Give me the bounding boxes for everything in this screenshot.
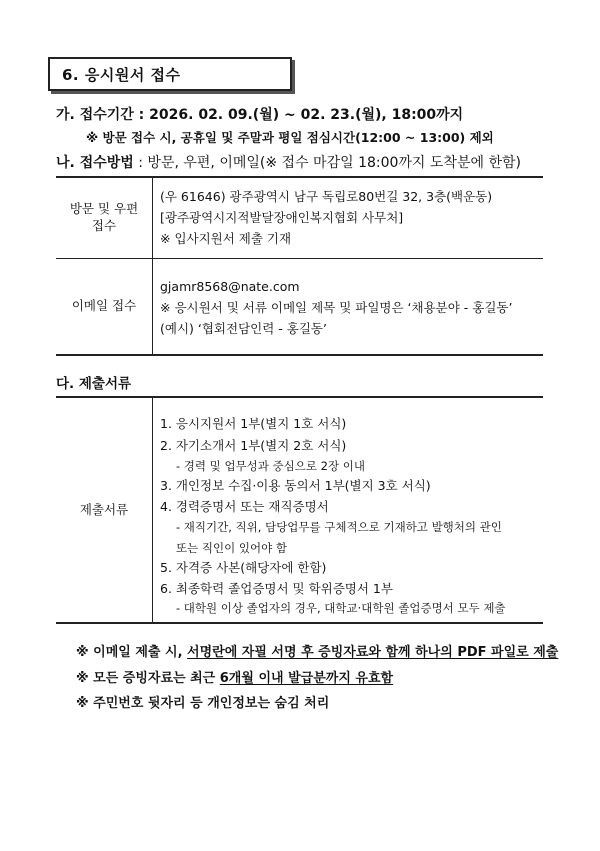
period-note: ※ 방문 접수 시, 공휴일 및 주말과 평일 점심시간(12:00 ~ 13:00) 제외 (86, 130, 494, 145)
period-row (56, 104, 463, 124)
list-item: 4. 경력증명서 또는 재직증명서 (160, 499, 329, 514)
table-column-divider (152, 176, 153, 355)
table-row-content: gjamr8568@nate.com ※ 응시원서 및 서류 이메일 제목 및 파일명은 ‘채용분야 - 홍길동’ (예시) ‘협회전담인력 - 홍길동’ (160, 276, 512, 339)
list-item: 3. 개인정보 수집·이용 동의서 1부(별지 3호 서식) (160, 478, 431, 493)
note-privacy: ※ 주민번호 뒷자리 등 개인정보는 숨김 처리 (76, 696, 330, 711)
list-item: 1. 응시지원서 1부(별지 1호 서식) (160, 416, 347, 431)
table-row-label: 이메일 접수 (71, 298, 137, 313)
note-evidence-validity: ※ 모든 증빙자료는 최근 6개월 이내 발급분까지 유효함 (76, 671, 394, 686)
email-address[interactable]: gjamr8568@nate.com (160, 279, 300, 294)
table-row-label: 방문 및 우편 접수 (69, 201, 139, 233)
list-sub-item: - 대학원 이상 졸업자의 경우, 대학교·대학원 졸업증명서 모두 제출 (176, 601, 506, 615)
list-sub-item: 또는 직인이 있어야 함 (176, 541, 287, 555)
documents-heading: 다. 제출서류 (56, 376, 132, 392)
list-item: 2. 자기소개서 1부(별지 2호 서식) (160, 438, 347, 453)
doc-table-top-rule (56, 396, 543, 398)
period-label: 가. 접수기간 : (56, 107, 145, 123)
method-value: : 방문, 우편, 이메일(※ 접수 마감일 18:00까지 도착분에 한함) (138, 155, 521, 171)
table-top-rule (56, 176, 543, 178)
period-value: 2026. 02. 09.(월) ~ 02. 23.(월), 18:00까지 (149, 107, 464, 123)
table-row-divider (56, 258, 543, 259)
method-label: 나. 접수방법 (56, 155, 134, 171)
method-row (56, 152, 521, 172)
list-sub-item: - 재직기간, 직위, 담당업무를 구체적으로 기재하고 발행처의 관인 (176, 520, 502, 534)
list-item: 6. 최종학력 졸업증명서 및 학위증명서 1부 (160, 581, 393, 596)
table-bottom-rule (56, 354, 543, 356)
list-item: 5. 자격증 사본(해당자에 한함) (160, 560, 327, 575)
list-sub-item: - 경력 및 업무성과 중심으로 2장 이내 (176, 459, 365, 473)
table-row-content: (우 61646) 광주광역시 남구 독립로80번길 32, 3층(백운동) [광주광역시지적발달장애인복지협회 사무처] ※ 입사지원서 제출 기재 (160, 189, 493, 246)
note-email-submission: ※ 이메일 제출 시, 서명란에 자필 서명 후 증빙자료와 함께 하나의 PDF 파일로 제출 (76, 645, 559, 660)
doc-table-column-divider (152, 396, 153, 623)
doc-table-bottom-rule (56, 622, 543, 624)
documents-label: 제출서류 (79, 502, 129, 517)
section-title: 6. 응시원서 접수 (62, 66, 181, 84)
